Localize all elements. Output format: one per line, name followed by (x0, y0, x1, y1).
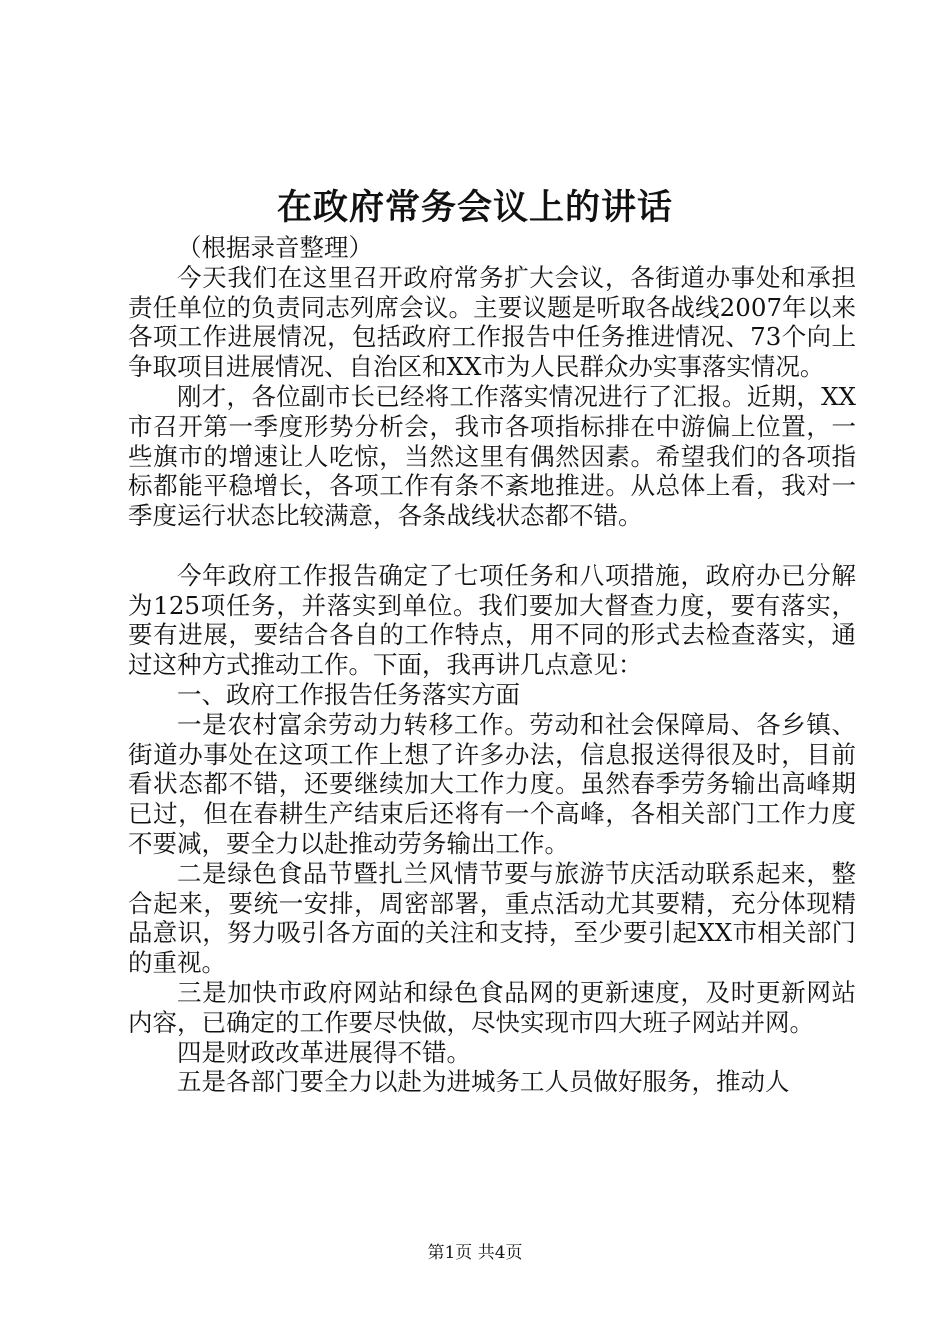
paragraph: 三是加快市政府网站和绿色食品网的更新速度，及时更新网站内容，已确定的工作要尽快做，尽快实现市四大班子网站并网。 (128, 977, 856, 1037)
document-body (128, 233, 856, 1097)
paragraph: 四是财政改革进展得不错。 (177, 1037, 471, 1067)
section-heading: 一、政府工作报告任务落实方面 (177, 679, 520, 709)
paragraph: 二是绿色食品节暨扎兰风情节要与旅游节庆活动联系起来，整合起来，要统一安排，周密部署，重点活动尤其要精，充分体现精品意识，努力吸引各方面的关注和支持，至少要引起XX市相关部门的重视。 (128, 858, 856, 978)
page-footer: 第1页 共4页 (427, 1243, 523, 1263)
paragraph: 今天我们在这里召开政府常务扩大会议，各街道办事处和承担责任单位的负责同志列席会议。主要议题是听取各战线2007年以来各项工作进展情况，包括政府工作报告中任务推进情况、73个向上争取项目进展情况、自治区和XX市为人民群众办实事落实情况。 (128, 262, 856, 382)
paragraph-note: （根据录音整理） (177, 233, 373, 262)
document-title: 在政府常务会议上的讲话 (276, 187, 673, 228)
paragraph: 一是农村富余劳动力转移工作。劳动和社会保障局、各乡镇、街道办事处在这项工作上想了许多办法，信息报送得很及时，目前看状态都不错，还要继续加大工作力度。虽然春季劳务输出高峰期已过，但在春耕生产结束后还将有一个高峰，各相关部门工作力度不要减，要全力以赴推动劳务输出工作。 (128, 709, 856, 858)
paragraph: 刚才，各位副市长已经将工作落实情况进行了汇报。近期，XX市召开第一季度形势分析会，我市各项指标排在中游偏上位置，一些旗市的增速让人吃惊，当然这里有偶然因素。希望我们的各项指标都能平稳增长，各项工作有条不紊地推进。从总体上看，我对一季度运行状态比较满意，各条战线状态都不错。 (128, 381, 856, 531)
paragraph: 今年政府工作报告确定了七项任务和八项措施，政府办已分解为125项任务，并落实到单位。我们要加大督查力度，要有落实，要有进展，要结合各自的工作特点，用不同的形式去检查落实，通过这种方式推动工作。下面，我再讲几点意见： (128, 560, 856, 680)
paragraph: 五是各部门要全力以赴为进城务工人员做好服务，推动人 (177, 1067, 790, 1097)
